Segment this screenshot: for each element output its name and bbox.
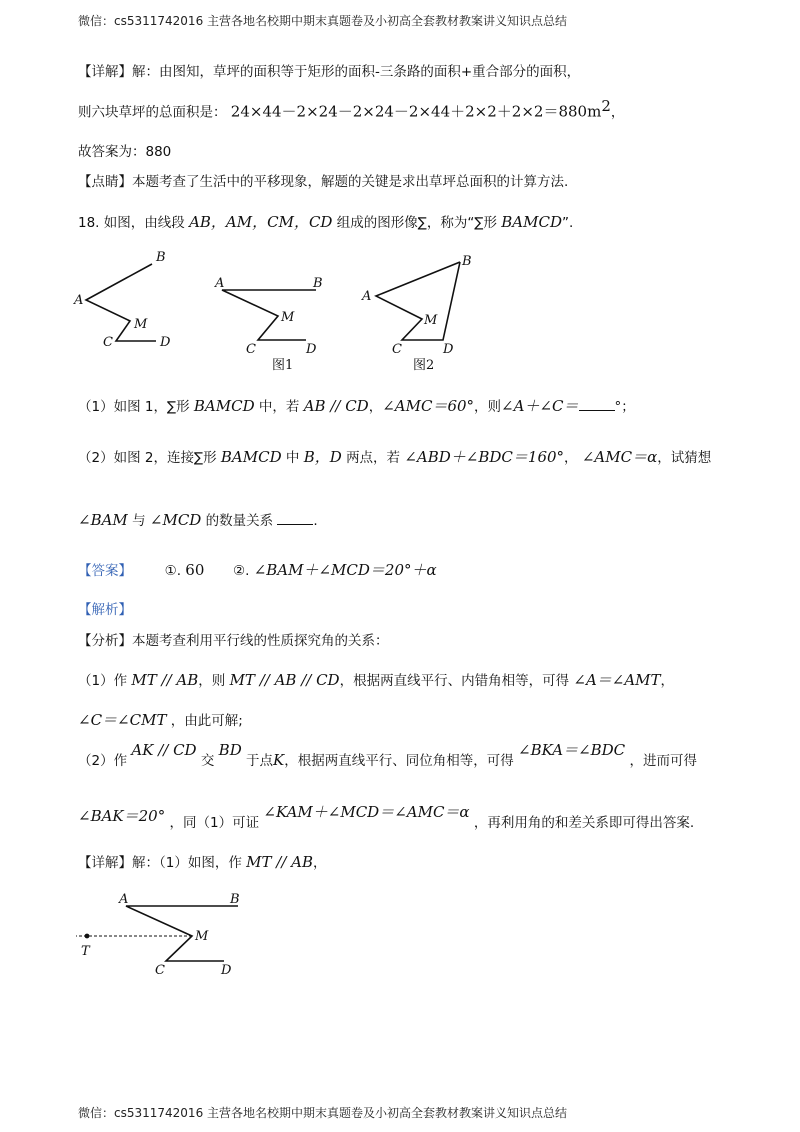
label-B-0: B — [156, 250, 166, 265]
s2-m1: AK // CD — [131, 741, 197, 759]
p2-end: . — [313, 513, 318, 529]
label-D-1: D — [306, 342, 317, 357]
analysis-xj — [78, 852, 327, 873]
p2-sum: ∠ABD＋∠BDC＝160° — [404, 448, 565, 466]
label-C-1: C — [246, 342, 256, 357]
p1-c: ， — [368, 399, 383, 415]
s2-b: 交 — [200, 753, 215, 769]
p2-sigma: ∑形 — [193, 450, 217, 466]
p1-blank[interactable] — [579, 396, 615, 411]
q18-part2 — [78, 447, 711, 468]
p1-d: ，则 — [474, 399, 502, 415]
answer-v1: 60 — [185, 561, 205, 579]
p2-blank[interactable] — [277, 510, 313, 525]
p2-b: 中 — [285, 450, 300, 466]
page-footer: 微信：cs5311742016 主营各地名校期中期末真题卷及小初高全套教材教案讲义知识点总结 — [78, 1106, 568, 1120]
stem-segments: AB，AM，CM，CD — [189, 213, 333, 231]
label-M-3: M — [195, 929, 209, 944]
fig2-polyline — [376, 262, 460, 340]
label-D-2: D — [443, 342, 454, 357]
prev-answer-line: 故答案为：880 — [78, 144, 172, 160]
label-B-3: B — [230, 892, 240, 907]
label-D-0: D — [160, 335, 171, 350]
comment-text: 本题考查了生活中的平移现象，解题的关键是求出草坪总面积的计算方法. — [132, 174, 569, 190]
xj-m: MT // AB — [246, 853, 314, 871]
fx-tag: 【分析】 — [78, 633, 132, 649]
p2-mcd: ∠MCD — [149, 511, 202, 529]
stem-name: BAMCD — [501, 213, 562, 231]
label-A-0: A — [74, 293, 84, 308]
p1-ask: ∠A＋∠C＝ — [501, 397, 579, 415]
s1-b: ，则 — [198, 673, 226, 689]
p2-bam: ∠BAM — [78, 511, 128, 529]
s1-c: ，根据两直线平行、内错角相等，可得 — [339, 673, 570, 689]
label-M-2: M — [424, 313, 438, 328]
detail-text: 解：由图知，草坪的面积等于矩形的面积-三条路的面积+重合部分的面积， — [132, 64, 581, 80]
area-prefix: 则六块草坪的总面积是： — [78, 104, 227, 121]
s2-k: K — [273, 751, 285, 769]
analysis-s2 — [78, 741, 697, 771]
point-T — [85, 934, 90, 939]
s1-m3: ∠A＝∠AMT — [573, 671, 661, 689]
p1-e: °； — [614, 399, 635, 415]
analysis-s2-line2 — [78, 803, 695, 833]
p1-cond: AB // CD — [303, 397, 369, 415]
label-M-0: M — [134, 317, 148, 332]
s1-d: ， — [660, 673, 675, 689]
stem-sigma: ∑形 — [474, 215, 497, 231]
s2-a: （2）作 — [78, 753, 128, 769]
q18-part2-line2 — [78, 510, 318, 531]
label-C-3: C — [155, 963, 165, 978]
p2-name: BAMCD — [220, 448, 282, 466]
detail-tag: 【详解】 — [78, 64, 132, 80]
analysis-tag: 【解析】 — [78, 602, 132, 618]
p1-sigma: ∑形 — [166, 399, 190, 415]
p2-amc: ∠AMC＝α — [581, 448, 658, 466]
p2-pts: B，D — [303, 448, 342, 466]
area-sup: 2 — [601, 97, 611, 115]
label-A-3: A — [119, 892, 129, 907]
s2-e: ，进而可得 — [629, 753, 697, 769]
label-C-2: C — [392, 342, 402, 357]
s2-line2-b: ，再利用角的和差关系即可得出答案. — [473, 815, 695, 831]
fx-text: 本题考查利用平行线的性质探究角的关系： — [132, 633, 389, 649]
label-A-2: A — [362, 289, 372, 304]
answer-v2: ∠BAM＋∠MCD＝20°＋α — [253, 561, 437, 579]
s1-line2-t: ，由此可解; — [170, 713, 243, 729]
s2-m3: ∠BKA＝∠BDC — [518, 741, 626, 759]
p2-a: （2）如图 2，连接 — [78, 450, 194, 466]
area-suffix: ， — [610, 104, 625, 121]
detail-fig-polyline — [126, 906, 238, 961]
analysis-s1 — [78, 670, 674, 691]
p2-d: ， — [564, 450, 578, 466]
xj-tag: 【详解】 — [78, 855, 132, 871]
analysis-fx — [78, 631, 389, 651]
s2-d: ，根据两直线平行、同位角相等，可得 — [284, 753, 514, 769]
area-formula: 24×44－2×24－2×24－2×44＋2×2＋2×2＝880m — [230, 102, 602, 121]
label-D-3: D — [221, 963, 232, 978]
p1-angle: ∠AMC＝60° — [382, 397, 475, 415]
answer-n1: ①. — [164, 563, 181, 579]
s1-a: （1）作 — [78, 673, 128, 689]
p2-e: ，试猜想 — [657, 450, 712, 466]
s2-c: 于点 — [246, 753, 274, 769]
s1-m2: MT // AB // CD — [229, 671, 340, 689]
comment-tag: 【点睛】 — [78, 174, 132, 190]
q18-part1 — [78, 396, 635, 417]
p2-c: 两点，若 — [346, 450, 401, 466]
s2-line2-m2: ∠KAM＋∠MCD＝∠AMC＝α — [263, 803, 470, 821]
xj-b: ， — [313, 855, 327, 871]
xj-a: 解：（1）如图，作 — [132, 855, 242, 871]
s1-m1: MT // AB — [131, 671, 199, 689]
label-B-1: B — [313, 276, 323, 291]
stem-c: ”. — [561, 215, 574, 231]
fig1-caption: 图1 — [272, 358, 294, 373]
label-T-3: T — [81, 944, 90, 959]
label-C-0: C — [103, 335, 113, 350]
answer-n2: ②. — [232, 563, 250, 579]
s1-line2-m: ∠C＝∠CMT — [78, 711, 167, 729]
label-B-2: B — [462, 254, 472, 269]
s2-line2-a: ，同（1）可证 — [169, 815, 260, 831]
p2-and: 与 — [132, 513, 146, 529]
label-M-1: M — [281, 310, 295, 325]
page-header: 微信：cs5311742016 主营各地名校期中期末真题卷及小初高全套教材教案讲义知识点总结 — [78, 14, 568, 28]
fig2-caption: 图2 — [413, 358, 435, 373]
stem-a: 18. 如图，由线段 — [78, 215, 185, 231]
fig1-polyline — [222, 290, 316, 340]
p1-b: 中，若 — [258, 399, 300, 415]
stem-b: 组成的图形像∑，称为“ — [336, 215, 475, 231]
s2-m2: BD — [218, 741, 242, 759]
s2-line2-m1: ∠BAK＝20° — [78, 807, 166, 825]
answer-line — [78, 560, 437, 581]
analysis-s1-line2 — [78, 710, 243, 731]
p1-a: （1）如图 1， — [78, 399, 167, 415]
label-A-1: A — [215, 276, 225, 291]
p2-rel: 的数量关系 — [205, 513, 274, 529]
p1-name: BAMCD — [193, 397, 255, 415]
answer-tag: 【答案】 — [78, 563, 132, 579]
